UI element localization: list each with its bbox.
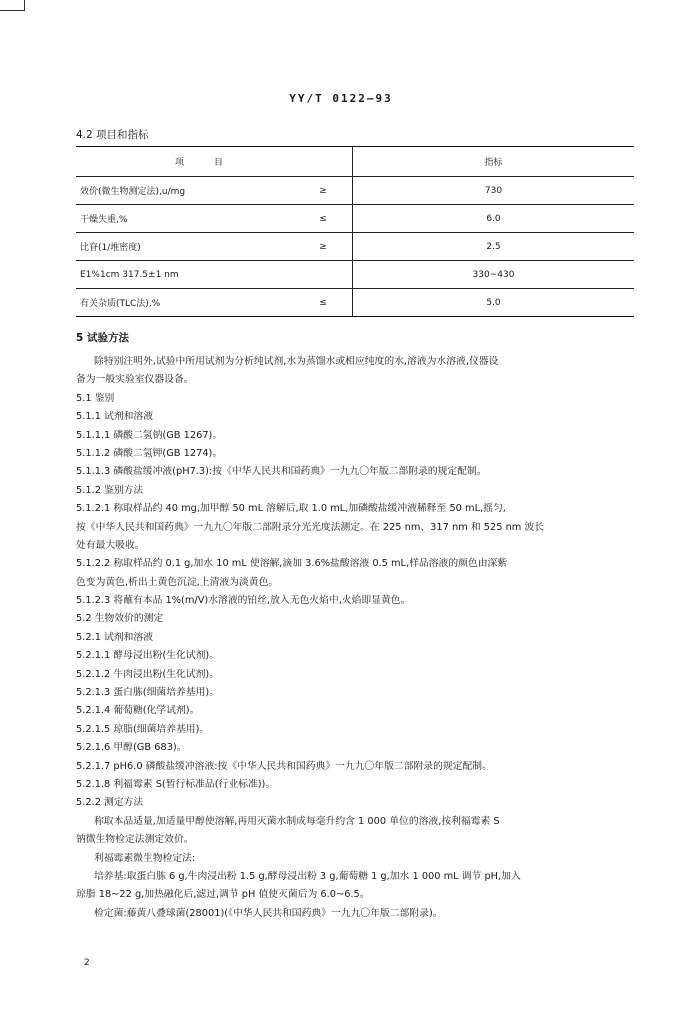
row-value: 2.5 [353,233,635,261]
scan-corner-mark [0,0,25,11]
text-line: 5.1.1.2 磷酸二氢钾(GB 1274)。 [76,447,223,459]
table-header-row [76,147,634,177]
page-number: 2 [84,958,90,968]
text-line: 5.1.2.3 将蘸有本品 1%(m/V)水溶液的铂丝,放入无色火焰中,火焰即显黄色。 [76,595,411,607]
row-item: 效价(微生物测定法),u/mg [76,177,294,205]
text-line: 5.2.1.6 甲醇(GB 683)。 [76,742,187,754]
text-line: 称取本品适量,加适量甲醇使溶解,再用灭菌水制成每毫升约含 1 000 单位的溶液,按利福霉素 S [94,815,500,827]
text-line: 5.1.2.1 称取样品约 40 mg,加甲醇 50 mL 溶解后,取 1.0 mL,加磷酸盐缓冲液稀释至 50 mL,摇匀, [76,503,506,515]
text-line: 5.2.2 测定方法 [76,797,144,809]
header-value: 指标 [353,147,635,177]
spec-table [76,146,634,317]
text-line: 检定菌:藤黄八叠球菌(28001)(《中华人民共和国药典》一九九〇年版二部附录)。 [94,907,443,919]
row-value: 730 [353,177,635,205]
text-line: 5.2 生物效价的测定 [76,613,164,625]
text-line: 5.1 鉴别 [76,392,115,404]
text-line: 5.2.1.3 蛋白胨(细菌培养基用)。 [76,687,220,699]
text-line: 5.2.1.2 牛肉浸出粉(生化试剂)。 [76,668,220,680]
table-row [76,261,634,289]
row-op: ≥ [294,233,353,261]
section-4-2-title: 4.2 项目和指标 [76,129,149,141]
body-text [76,353,636,923]
table-row [76,289,634,317]
text-line: 5.1.1.1 磷酸二氢钠(GB 1267)。 [76,429,223,441]
text-line: 5.1.1.3 磷酸盐缓冲液(pH7.3):按《中华人民共和国药典》一九九〇年版二部附录的规定配制。 [76,466,487,478]
text-line: 5.2.1.7 pH6.0 磷酸盐缓冲溶液:按《中华人民共和国药典》一九九〇年版二部附录的规定配制。 [76,760,492,772]
row-op: ≤ [294,205,353,233]
text-line: 5.1.1 试剂和溶液 [76,411,154,423]
text-line: 钠微生物检定法测定效价。 [76,834,194,846]
text-line: 处有最大吸收。 [76,539,145,551]
text-line: 5.1.2 鉴别方法 [76,484,144,496]
row-item: 比眘(1/堆密度) [76,233,294,261]
text-line: 5.1.2.2 称取样品约 0.1 g,加水 10 mL 使溶解,滴加 3.6%盐酸溶液 0.5 mL,样品溶液的颜色由深紫 [76,558,508,570]
text-line: 5.2.1.8 利福霉素 S(暂行标准品(行业标准))。 [76,778,276,790]
text-line: 除特别注明外,试验中所用试剂为分析纯试剂,水为蒸馏水或相应纯度的水,溶液为水溶液,仪器设 [94,356,499,367]
page-header-standard-code: YY/T 0122—93 [289,92,393,105]
text-line: 按《中华人民共和国药典》一九九〇年版二部附录分光光度法测定。在 225 nm、317 nm 和 525 nm 波长 [76,521,545,533]
row-op: ≥ [294,177,353,205]
row-op: ≤ [294,289,353,317]
header-item: 项目 [76,147,353,177]
row-item: E1%1cm 317.5±1 nm [76,261,294,289]
text-line: 色变为黄色,析出土黄色沉淀,上清液为淡黄色。 [76,576,279,588]
text-line: 利福霉素微生物检定法: [94,852,196,864]
row-value: 5.0 [353,289,635,317]
text-line: 琼脂 18~22 g,加热融化后,滤过,调节 pH 值使灭菌后为 6.0~6.5。 [76,889,370,901]
text-line: 备为一般实验室仪器设备。 [76,374,194,386]
text-line: 培养基:取蛋白胨 6 g,牛肉浸出粉 1.5 g,酵母浸出粉 3 g,葡萄糖 1 g,加水 1 000 mL 调节 pH,加入 [94,870,521,882]
row-value: 6.0 [353,205,635,233]
table-row [76,177,634,205]
row-value: 330~430 [353,261,635,289]
row-op [294,261,353,289]
row-item: 干燥失重,% [76,205,294,233]
text-line: 5.2.1.5 琼脂(细菌培养基用)。 [76,723,210,735]
section-5-title: 5 试验方法 [76,332,129,344]
table-row [76,205,634,233]
text-line: 5.2.1.4 葡萄糖(化学试剂)。 [76,705,200,717]
row-item: 有关杂质(TLC法),% [76,289,294,317]
table-row [76,233,634,261]
text-line: 5.2.1.1 酵母浸出粉(生化试剂)。 [76,650,220,662]
text-line: 5.2.1 试剂和溶液 [76,631,154,643]
